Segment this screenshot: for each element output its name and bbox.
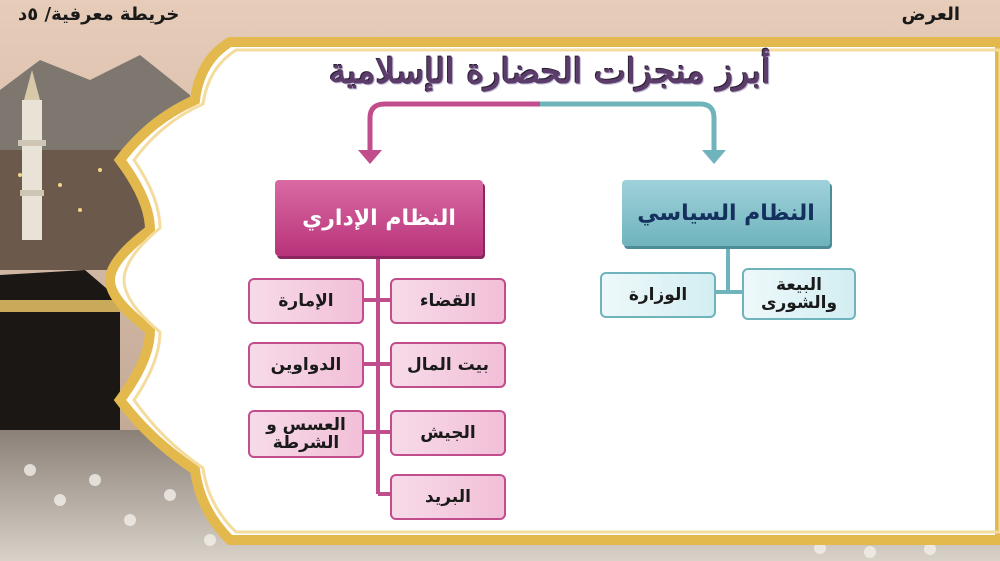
admin-item-judiciary: القضاء (390, 278, 506, 324)
political-system-node: النظام السياسي (622, 180, 830, 246)
admin-item-army: الجيش (390, 410, 506, 456)
diagram-title: أبرز منجزات الحضارة الإسلامية (329, 52, 771, 92)
admin-item-emirate: الإمارة (248, 278, 364, 324)
admin-item-diwans: الدواوين (248, 342, 364, 388)
slide-type-label: العرض (901, 4, 960, 25)
admin-item-police: العسس و الشرطة (248, 410, 364, 458)
admin-system-node: النظام الإداري (275, 180, 483, 256)
admin-item-treasury: بيت المال (390, 342, 506, 388)
lesson-label: خريطة معرفية/ ٥د (18, 4, 180, 25)
admin-item-post: البريد (390, 474, 506, 520)
political-item-bayah: البيعة والشورى (742, 268, 856, 320)
political-item-ministry: الوزارة (600, 272, 716, 318)
